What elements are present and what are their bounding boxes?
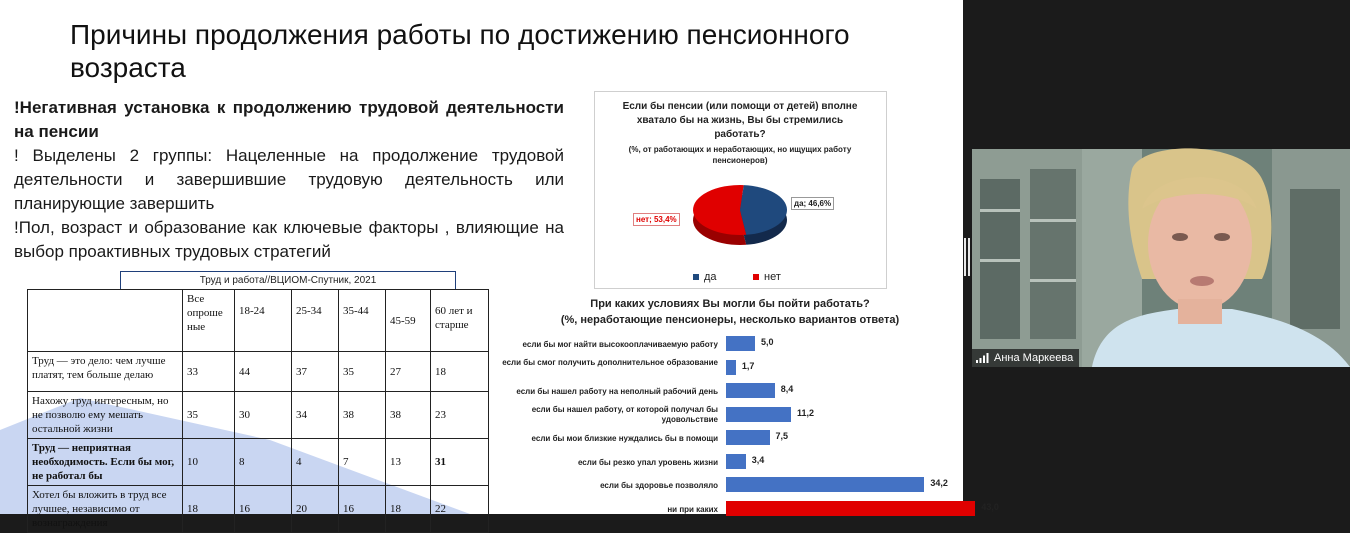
bar-row <box>490 332 960 356</box>
bar-row <box>490 426 960 450</box>
bar-category-label: если бы резко упал уровень жизни <box>577 457 718 467</box>
legend-yes-text: да <box>704 271 717 283</box>
bar-chart-title <box>530 296 930 328</box>
negative-attitude-text: !Негативная установка к продолжению трудовой деятельности на пенсии <box>14 98 564 141</box>
bar-category-label: ни при каких <box>667 504 718 514</box>
two-groups-rest: Нацеленные на продолжение трудовой деятельности и завершившие трудовую деятельность или планирующие завершить <box>14 146 564 213</box>
bar-category-label: если бы мои близкие нуждались бы в помощи <box>531 434 718 443</box>
bar <box>726 360 736 375</box>
bar <box>726 501 975 516</box>
row-label: Хотел бы вложить в труд все лучшее, независимо от вознаграждения <box>28 486 183 533</box>
bar-row <box>490 356 960 380</box>
bar <box>726 407 791 422</box>
table-cell: 16 <box>235 486 292 533</box>
bar <box>726 336 755 351</box>
video-frame <box>972 149 1350 367</box>
bar-value-label: 5,0 <box>761 337 774 347</box>
two-groups-lead: ! Выделены 2 группы: <box>14 146 213 165</box>
header-cell: 25-34 <box>292 290 339 352</box>
pie-no-label: нет; 53,4% <box>633 213 680 226</box>
table-cell: 33 <box>183 352 235 392</box>
table-cell: 16 <box>339 486 386 533</box>
table-cell: 38 <box>386 392 431 439</box>
table-caption: Труд и работа//ВЦИОМ-Спутник, 2021 <box>120 271 456 289</box>
table-cell: 4 <box>292 439 339 486</box>
header-cell: Все опроше ные <box>183 290 235 352</box>
table-cell: 18 <box>386 486 431 533</box>
table-row <box>28 439 489 486</box>
row-label: Труд — неприятная необходимость. Если бы мог, не работал бы <box>28 439 183 486</box>
header-cell: 35-44 <box>339 290 386 352</box>
participant-video[interactable] <box>972 149 1350 367</box>
table-cell: 37 <box>292 352 339 392</box>
header-cell: 18-24 <box>235 290 292 352</box>
pie-graphic <box>595 92 886 288</box>
bar-chart-heading: При каких условиях Вы могли бы пойти работать? <box>590 298 870 310</box>
bar-value-label: 7,5 <box>775 431 789 441</box>
bar-row <box>490 379 960 403</box>
bar-row <box>490 403 960 427</box>
participant-name: Анна Маркеева <box>994 352 1074 364</box>
header-cell: 60 лет и старше <box>431 290 489 352</box>
pie-subtitle: (%, от работающих и неработающих, но ищущих работу пенсионеров) <box>628 145 852 165</box>
bar-category-label: если бы здоровье позволяло <box>600 481 718 490</box>
bar <box>726 454 746 469</box>
survey-table <box>27 289 489 533</box>
table-cell: 22 <box>431 486 489 533</box>
bar-category-label: если бы смог получить дополнительное образование <box>502 357 718 367</box>
table-cell: 31 <box>431 439 489 486</box>
table-cell: 35 <box>183 392 235 439</box>
header-cell: 45-59 <box>386 290 431 352</box>
participant-name-tag <box>972 349 1079 367</box>
header-cell <box>28 290 183 352</box>
bar-value-label: 34,2 <box>930 478 948 488</box>
row-label: Труд — это дело: чем лучше платят, тем больше делаю <box>28 352 183 392</box>
slide-title: Причины продолжения работы по достижению пенсионного возраста <box>70 19 850 83</box>
table-cell: 30 <box>235 392 292 439</box>
pie-chart <box>594 91 887 289</box>
table-cell: 7 <box>339 439 386 486</box>
bar-row <box>490 473 960 497</box>
panel-resize-handle[interactable] <box>964 238 971 276</box>
table-cell: 27 <box>386 352 431 392</box>
bar <box>726 477 924 492</box>
table-cell: 13 <box>386 439 431 486</box>
table-cell: 34 <box>292 392 339 439</box>
bar-value-label: 8,4 <box>780 384 794 394</box>
bar <box>726 383 775 398</box>
table-cell: 20 <box>292 486 339 533</box>
table-cell: 44 <box>235 352 292 392</box>
bar-value-label: 3,4 <box>751 454 765 465</box>
bar-value-label: 11,2 <box>796 407 814 418</box>
table-row <box>28 392 489 439</box>
table-row <box>28 352 489 392</box>
bar <box>726 430 770 445</box>
table-cell: 18 <box>183 486 235 533</box>
bar-category-label: если бы нашел работу на неполный рабочий день <box>516 387 718 396</box>
legend-no-swatch <box>753 274 759 280</box>
signal-bars-icon <box>976 353 989 363</box>
table-cell: 38 <box>339 392 386 439</box>
table-row <box>28 486 489 533</box>
row-label: Нахожу труд интересным, но не позволю ему мешать остальной жизни <box>28 392 183 439</box>
two-groups-text <box>14 144 564 216</box>
key-factors-text: !Пол, возраст и образование как ключевые факторы , влияющие на выбор проактивных трудовых стратегий <box>14 218 564 261</box>
bar-value-label: 1,7 <box>741 360 755 371</box>
bar-value-label: 43,0 <box>981 501 999 512</box>
bar-row <box>490 450 960 474</box>
table-cell: 8 <box>235 439 292 486</box>
table-cell: 10 <box>183 439 235 486</box>
legend-no <box>753 271 781 283</box>
legend-yes-swatch <box>693 274 699 280</box>
bar-category-label: если бы мог найти высокооплачиваемую работу <box>522 340 718 349</box>
bar-category-label: если бы нашел работу, от которой получал бы удовольствие <box>531 404 718 424</box>
bar-chart-subtitle: (%, неработающие пенсионеры, несколько вариантов ответа) <box>560 314 900 326</box>
table-cell: 23 <box>431 392 489 439</box>
legend-no-text: нет <box>764 271 781 283</box>
table-cell: 35 <box>339 352 386 392</box>
legend-yes <box>693 271 717 283</box>
table-cell: 18 <box>431 352 489 392</box>
table-header-row <box>28 290 489 352</box>
bar-chart <box>490 332 999 514</box>
pie-title: Если бы пенсии (или помощи от детей) вполне хватало бы на жизнь, Вы бы стремились работать? <box>622 101 858 140</box>
bar-row <box>490 497 999 521</box>
pie-yes-label: да; 46,6% <box>791 197 834 210</box>
